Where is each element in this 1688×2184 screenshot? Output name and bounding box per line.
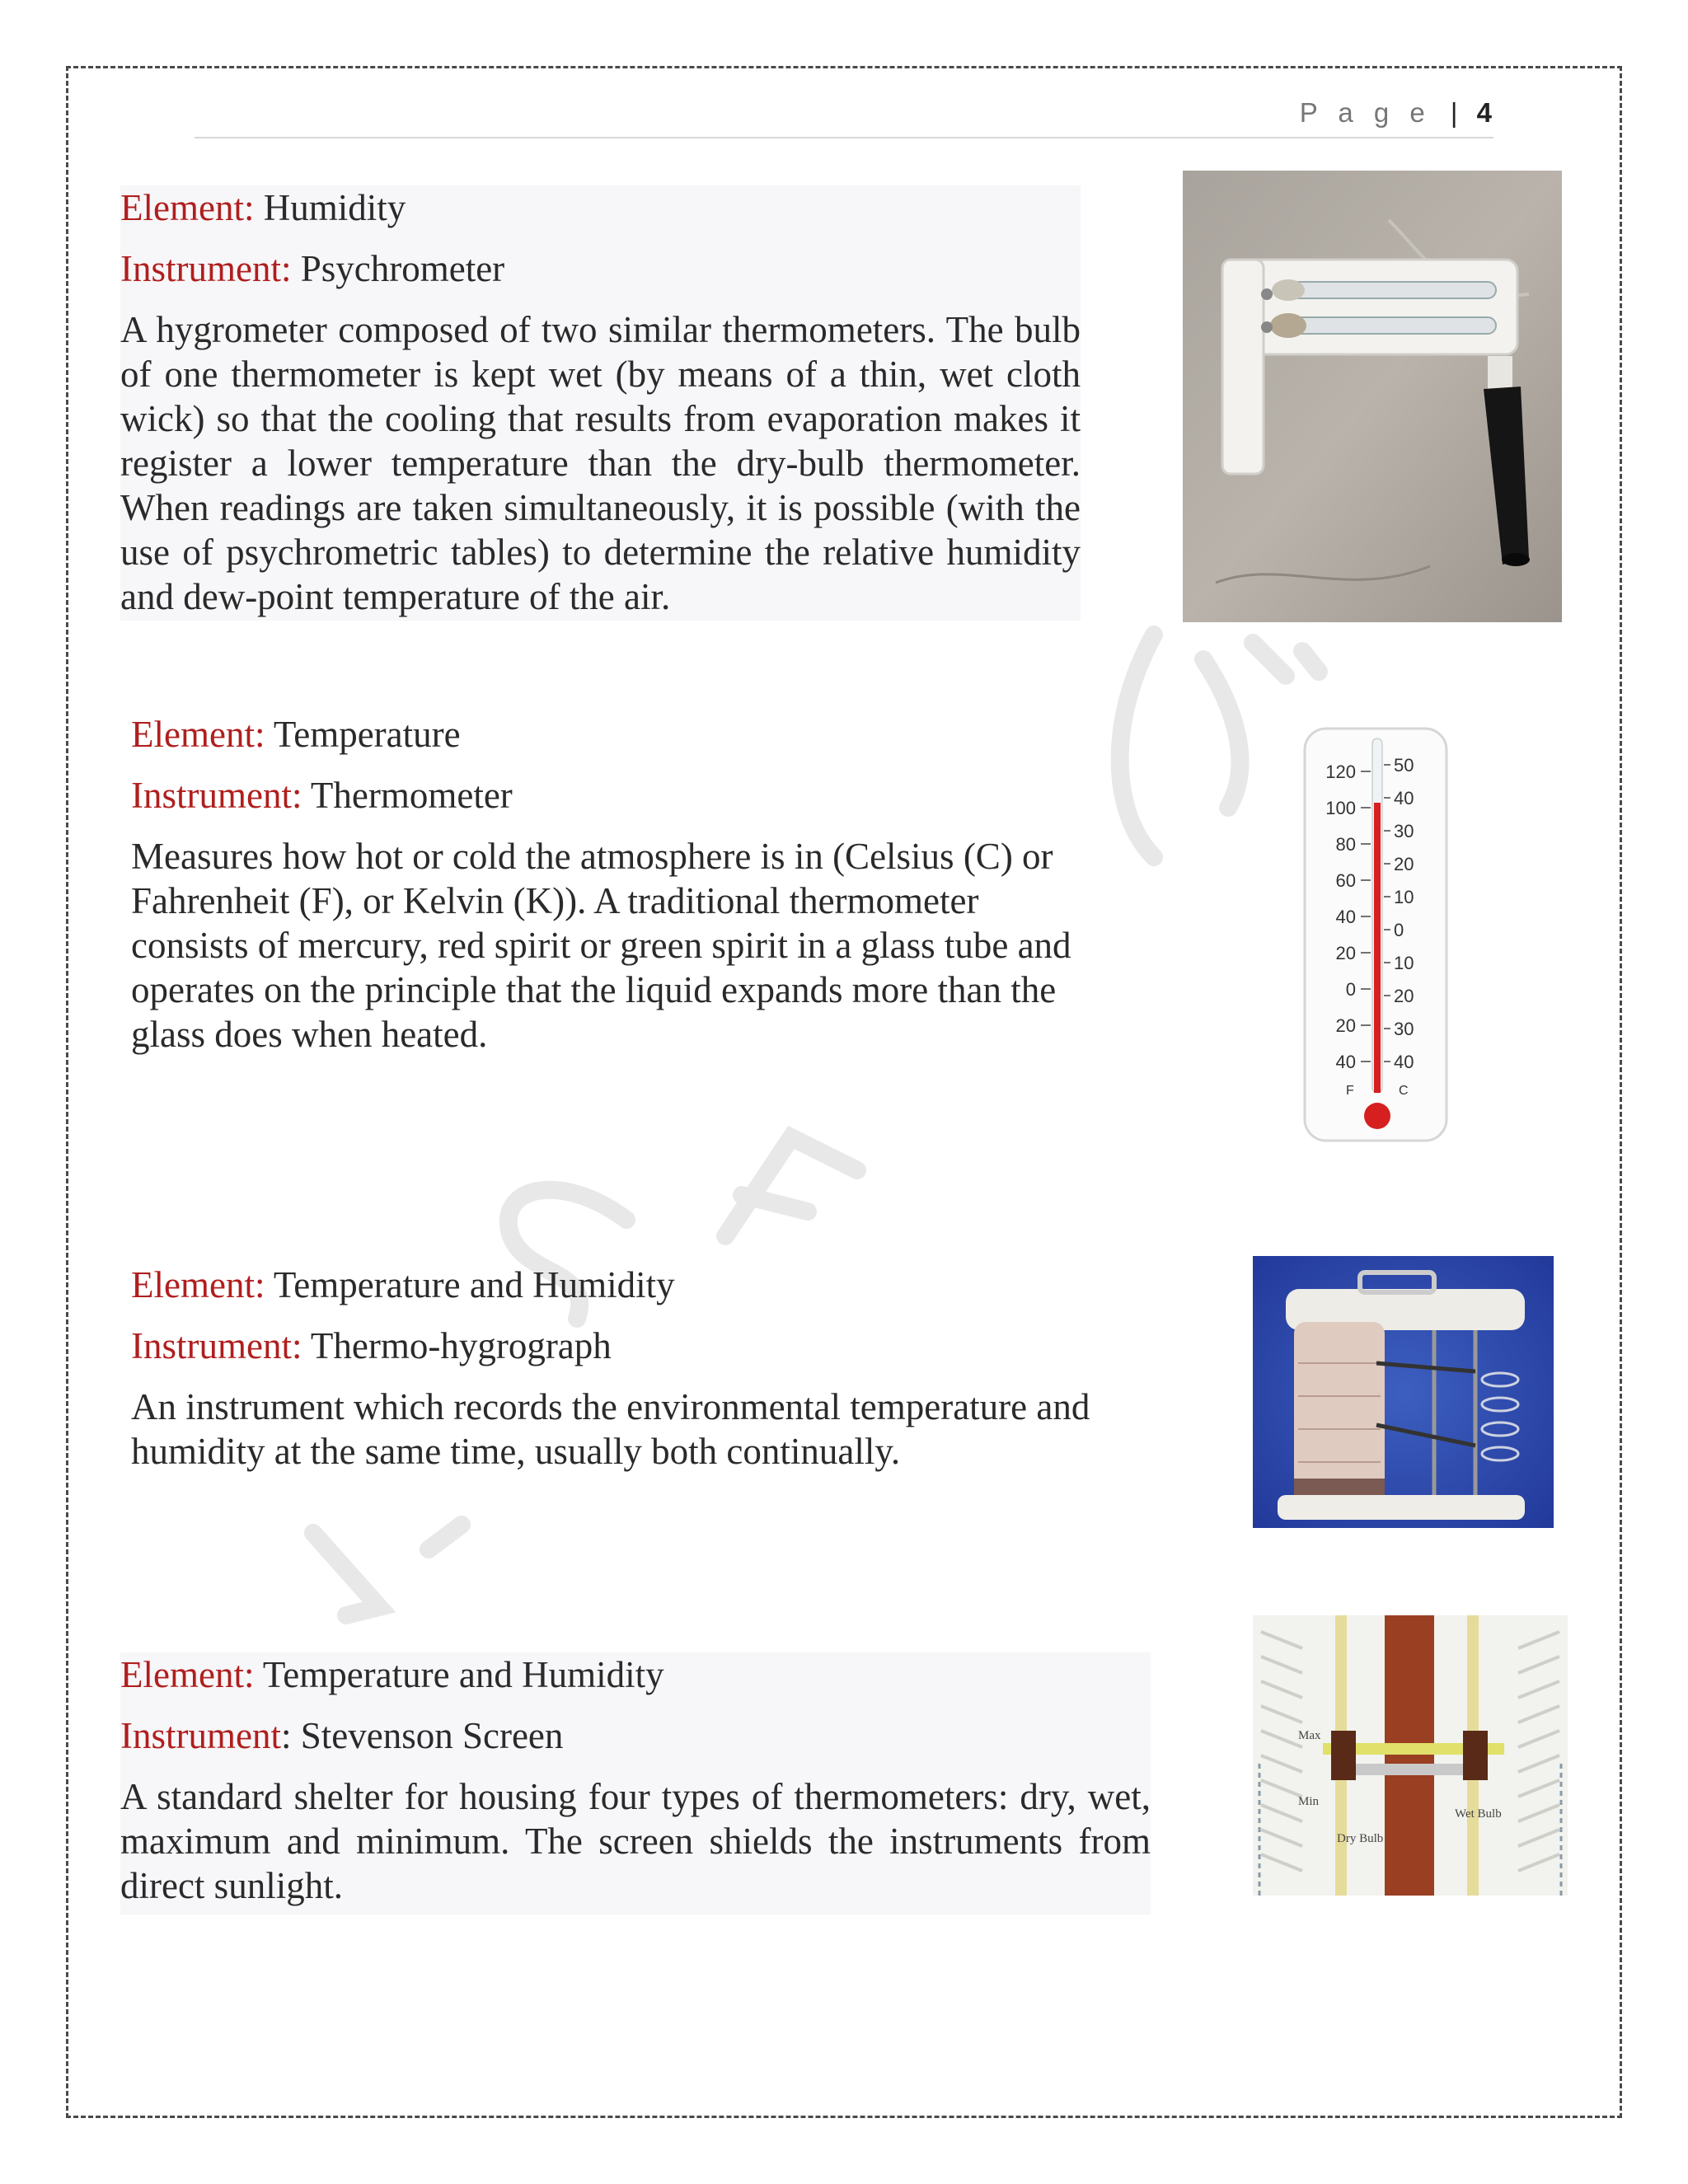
instrument-value: Psychrometer	[300, 248, 505, 289]
f-tick: 0	[1345, 979, 1356, 1000]
f-tick: 20	[1335, 1015, 1356, 1036]
entry-thermometer	[131, 712, 1095, 1057]
entry-thermo-hygrograph	[131, 1263, 1145, 1474]
element-row	[131, 1263, 1145, 1307]
instrument-row	[131, 773, 1095, 818]
f-unit: F	[1346, 1084, 1354, 1098]
f-tick: 20	[1335, 943, 1356, 963]
element-row	[120, 1652, 1151, 1697]
element-value: Temperature and Humidity	[262, 1654, 664, 1695]
stevenson-screen-image	[1253, 1615, 1568, 1896]
f-tick: 40	[1335, 1052, 1356, 1072]
instrument-label: Instrument:	[131, 775, 302, 816]
instrument-value: : Stevenson Screen	[280, 1715, 564, 1756]
entry-psychrometer	[120, 185, 1081, 621]
instrument-label: Instrument:	[120, 248, 292, 289]
wet-bulb-label: Wet Bulb	[1455, 1807, 1502, 1821]
element-value: Temperature	[273, 714, 461, 755]
c-tick: 30	[1394, 1019, 1414, 1039]
thermometer-image	[1298, 722, 1455, 1151]
description: A hygrometer composed of two similar thermometers. The bulb of one thermometer is kept wet (by means of a thin, wet cloth wick) so that the cooling that results from evaporation makes it register a lower temperature than the dry-bulb thermometer. When readings are taken simultaneously, it is possible (with the use of psychrometric tables) to determine the relative humidity and dew-point temperature of the air.	[120, 309, 1081, 617]
page-number: 4	[1476, 97, 1492, 128]
instrument-row	[131, 1324, 1145, 1368]
max-label: Max	[1298, 1729, 1321, 1742]
element-value: Temperature and Humidity	[273, 1264, 675, 1305]
element-label: Element:	[131, 1264, 265, 1305]
description: A standard shelter for housing four types of thermometers: dry, wet, maximum and minimum. The screen shields the instruments from direct sunlight.	[120, 1776, 1151, 1906]
instrument-label: Instrument:	[131, 1325, 302, 1366]
f-tick: 120	[1325, 762, 1356, 782]
page-header	[0, 97, 1492, 129]
page-label: P a g e	[1299, 97, 1432, 128]
min-label: Min	[1298, 1795, 1320, 1808]
f-tick: 100	[1325, 798, 1356, 818]
element-label: Element:	[120, 187, 255, 228]
psychrometer-image	[1183, 171, 1562, 622]
page-separator: |	[1450, 97, 1458, 128]
f-tick: 60	[1335, 870, 1356, 891]
c-tick: 30	[1394, 821, 1414, 841]
header-rule	[195, 137, 1493, 138]
element-label: Element:	[131, 714, 265, 755]
f-tick: 80	[1335, 834, 1356, 855]
c-tick: 10	[1394, 953, 1414, 973]
c-unit: C	[1399, 1084, 1409, 1098]
f-tick: 40	[1335, 907, 1356, 927]
element-row	[131, 712, 1095, 757]
description: An instrument which records the environmental temperature and humidity at the same time, usually both continually.	[131, 1386, 1090, 1472]
c-tick: 50	[1394, 755, 1414, 776]
thermo-hygrograph-image	[1253, 1256, 1554, 1528]
c-tick: 40	[1394, 788, 1414, 808]
element-label: Element:	[120, 1654, 255, 1695]
entry-stevenson-screen	[120, 1652, 1151, 1915]
dry-bulb-label: Dry Bulb	[1337, 1832, 1384, 1845]
element-value: Humidity	[263, 187, 406, 228]
instrument-value: Thermometer	[310, 775, 513, 816]
element-row	[120, 185, 1081, 230]
instrument-label: Instrument	[120, 1715, 281, 1756]
c-tick: 0	[1394, 920, 1404, 940]
c-tick: 20	[1394, 854, 1414, 874]
instrument-row	[120, 1713, 1151, 1758]
c-tick: 40	[1394, 1052, 1414, 1072]
instrument-value: Thermo-hygrograph	[310, 1325, 612, 1366]
instrument-row	[120, 246, 1081, 291]
c-tick: 10	[1394, 887, 1414, 907]
c-tick: 20	[1394, 986, 1414, 1006]
description: Measures how hot or cold the atmosphere is in (Celsius (C) or Fahrenheit (F), or Kelvin (K)). A traditional thermometer consists of mercury, red spirit or green spirit in a glass tube and operates on the principle that the liquid expands more than the glass does when heated.	[131, 836, 1071, 1055]
